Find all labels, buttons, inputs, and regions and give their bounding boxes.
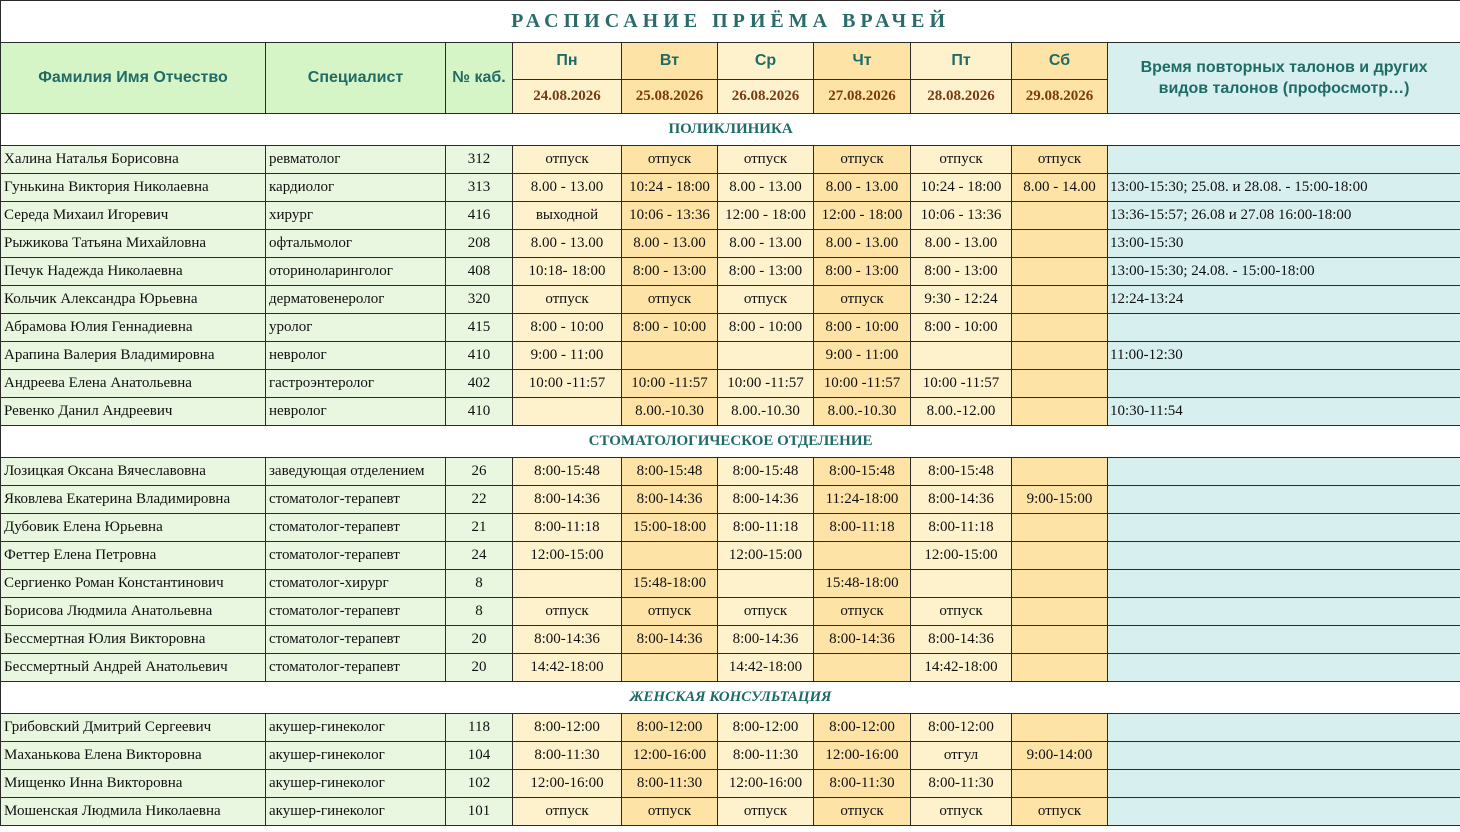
doctor-specialty: стоматолог-терапевт <box>266 626 446 654</box>
schedule-cell: 8.00 - 13.00 <box>622 230 718 258</box>
schedule-cell: отпуск <box>911 598 1012 626</box>
doctor-specialty: уролог <box>266 314 446 342</box>
schedule-cell: 8:00-15:48 <box>911 458 1012 486</box>
schedule-cell <box>1012 626 1108 654</box>
header-day-tue: Вт <box>622 43 718 80</box>
schedule-cell: 8:00-11:18 <box>513 514 622 542</box>
schedule-cell: 8:00-15:48 <box>622 458 718 486</box>
schedule-cell: отпуск <box>814 286 911 314</box>
schedule-cell: отпуск <box>911 798 1012 826</box>
schedule-cell: 10:00 -11:57 <box>513 370 622 398</box>
schedule-cell: 8:00-11:18 <box>814 514 911 542</box>
table-row <box>1 146 1460 174</box>
schedule-cell: 8:00-14:36 <box>513 626 622 654</box>
doctor-name: Абрамова Юлия Геннадиевна <box>1 314 266 342</box>
header-name: Фамилия Имя Отчество <box>1 43 266 114</box>
extra-tickets-cell <box>1108 714 1460 742</box>
room-number: 101 <box>446 798 513 826</box>
schedule-cell: 8.00.-10.30 <box>814 398 911 426</box>
header-date-sat: 29.08.2026 <box>1012 80 1108 114</box>
room-number: 102 <box>446 770 513 798</box>
schedule-cell: отпуск <box>622 798 718 826</box>
extra-tickets-cell: 13:00-15:30; 24.08. - 15:00-18:00 <box>1108 258 1460 286</box>
extra-tickets-cell <box>1108 146 1460 174</box>
schedule-cell <box>1012 458 1108 486</box>
doctor-specialty: офтальмолог <box>266 230 446 258</box>
schedule-cell: 10:24 - 18:00 <box>622 174 718 202</box>
room-number: 410 <box>446 398 513 426</box>
extra-tickets-cell <box>1108 370 1460 398</box>
schedule-cell <box>1012 258 1108 286</box>
extra-tickets-cell <box>1108 314 1460 342</box>
schedule-cell: отпуск <box>814 598 911 626</box>
table-row <box>1 458 1460 486</box>
schedule-cell: 12:00-15:00 <box>718 542 814 570</box>
room-number: 22 <box>446 486 513 514</box>
table-row <box>1 798 1460 826</box>
table-row <box>1 314 1460 342</box>
schedule-cell: 8:00 - 10:00 <box>911 314 1012 342</box>
doctor-specialty: оториноларинголог <box>266 258 446 286</box>
schedule-cell <box>622 342 718 370</box>
doctor-name: Рыжикова Татьяна Михайловна <box>1 230 266 258</box>
extra-tickets-cell <box>1108 654 1460 682</box>
doctor-name: Гунькина Виктория Николаевна <box>1 174 266 202</box>
extra-tickets-cell <box>1108 514 1460 542</box>
schedule-cell: 10:00 -11:57 <box>622 370 718 398</box>
extra-tickets-cell <box>1108 542 1460 570</box>
schedule-cell: отпуск <box>513 146 622 174</box>
schedule-cell: 8:00-14:36 <box>911 626 1012 654</box>
schedule-cell: 12:00-15:00 <box>911 542 1012 570</box>
table-row <box>1 598 1460 626</box>
room-number: 410 <box>446 342 513 370</box>
schedule-cell: 14:42-18:00 <box>513 654 622 682</box>
schedule-cell: 8.00.-12.00 <box>911 398 1012 426</box>
table-row <box>1 770 1460 798</box>
schedule-cell: отпуск <box>622 146 718 174</box>
schedule-cell: 8.00 - 13.00 <box>814 230 911 258</box>
section-header-row <box>1 682 1460 714</box>
schedule-cell: 8:00 - 13:00 <box>622 258 718 286</box>
extra-tickets-cell <box>1108 742 1460 770</box>
schedule-cell: 8:00-12:00 <box>718 714 814 742</box>
doctor-specialty: дерматовенеролог <box>266 286 446 314</box>
room-number: 416 <box>446 202 513 230</box>
schedule-cell: отпуск <box>718 286 814 314</box>
header-date-thu: 27.08.2026 <box>814 80 911 114</box>
schedule-cell: 11:24-18:00 <box>814 486 911 514</box>
doctor-name: Халина Наталья Борисовна <box>1 146 266 174</box>
schedule-cell: 8:00-11:18 <box>718 514 814 542</box>
extra-tickets-cell: 13:00-15:30; 25.08. и 28.08. - 15:00-18:00 <box>1108 174 1460 202</box>
schedule-cell <box>1012 514 1108 542</box>
table-row <box>1 742 1460 770</box>
schedule-cell <box>718 342 814 370</box>
header-extra-tickets: Время повторных талонов и других видов талонов (профосмотр…) <box>1108 43 1460 114</box>
room-number: 408 <box>446 258 513 286</box>
doctor-specialty: акушер-гинеколог <box>266 770 446 798</box>
doctor-name: Бессмертная Юлия Викторовна <box>1 626 266 654</box>
doctor-name: Маханькова Елена Викторовна <box>1 742 266 770</box>
schedule-cell <box>1012 654 1108 682</box>
doctor-name: Бессмертный Андрей Анатольевич <box>1 654 266 682</box>
schedule-cell: 8:00-15:48 <box>718 458 814 486</box>
table-row <box>1 258 1460 286</box>
doctor-name: Кольчик Александра Юрьевна <box>1 286 266 314</box>
header-day-sat: Сб <box>1012 43 1108 80</box>
schedule-cell <box>622 542 718 570</box>
doctor-specialty: стоматолог-терапевт <box>266 598 446 626</box>
schedule-cell: 10:06 - 13:36 <box>911 202 1012 230</box>
schedule-cell <box>1012 542 1108 570</box>
section-title: СТОМАТОЛОГИЧЕСКОЕ ОТДЕЛЕНИЕ <box>1 426 1460 458</box>
schedule-cell: 8:00-15:48 <box>814 458 911 486</box>
table-row <box>1 626 1460 654</box>
schedule-cell <box>1012 770 1108 798</box>
schedule-cell <box>814 654 911 682</box>
schedule-cell <box>911 342 1012 370</box>
room-number: 313 <box>446 174 513 202</box>
extra-tickets-cell: 11:00-12:30 <box>1108 342 1460 370</box>
schedule-cell: отпуск <box>622 598 718 626</box>
schedule-cell <box>1012 598 1108 626</box>
schedule-cell: 14:42-18:00 <box>911 654 1012 682</box>
room-number: 24 <box>446 542 513 570</box>
doctor-specialty: невролог <box>266 398 446 426</box>
page-title: РАСПИСАНИЕ ПРИЁМА ВРАЧЕЙ <box>1 1 1460 43</box>
doctor-specialty: заведующая отделением <box>266 458 446 486</box>
section-header-row <box>1 426 1460 458</box>
doctor-name: Дубовик Елена Юрьевна <box>1 514 266 542</box>
table-row <box>1 514 1460 542</box>
schedule-cell: 8.00.-10.30 <box>622 398 718 426</box>
room-number: 26 <box>446 458 513 486</box>
schedule-cell: 8.00 - 13.00 <box>718 230 814 258</box>
schedule-cell <box>1012 342 1108 370</box>
schedule-cell: отгул <box>911 742 1012 770</box>
schedule-cell: 8:00-14:36 <box>622 486 718 514</box>
schedule-cell: отпуск <box>718 598 814 626</box>
schedule-cell: 8:00-14:36 <box>718 486 814 514</box>
schedule-cell: 8.00 - 13.00 <box>513 174 622 202</box>
doctor-name: Ревенко Данил Андреевич <box>1 398 266 426</box>
schedule-cell: 8:00-12:00 <box>622 714 718 742</box>
schedule-cell <box>1012 714 1108 742</box>
schedule-cell: 9:00 - 11:00 <box>513 342 622 370</box>
extra-tickets-cell: 13:00-15:30 <box>1108 230 1460 258</box>
doctor-specialty: стоматолог-хирург <box>266 570 446 598</box>
room-number: 320 <box>446 286 513 314</box>
schedule-cell: 15:48-18:00 <box>814 570 911 598</box>
doctor-name: Лозицкая Оксана Вячеславовна <box>1 458 266 486</box>
schedule-cell: 12:00 - 18:00 <box>814 202 911 230</box>
doctor-name: Грибовский Дмитрий Сергеевич <box>1 714 266 742</box>
schedule-cell: 8:00-14:36 <box>814 626 911 654</box>
header-date-wed: 26.08.2026 <box>718 80 814 114</box>
schedule-cell: отпуск <box>513 286 622 314</box>
room-number: 20 <box>446 654 513 682</box>
schedule-cell: 12:00-16:00 <box>718 770 814 798</box>
schedule-cell: 9:00-15:00 <box>1012 486 1108 514</box>
schedule-cell: 15:48-18:00 <box>622 570 718 598</box>
schedule-cell: отпуск <box>911 146 1012 174</box>
doctor-name: Арапина Валерия Владимировна <box>1 342 266 370</box>
header-date-mon: 24.08.2026 <box>513 80 622 114</box>
schedule-cell: 10:06 - 13:36 <box>622 202 718 230</box>
doctor-name: Сергиенко Роман Константинович <box>1 570 266 598</box>
header-day-mon: Пн <box>513 43 622 80</box>
doctor-specialty: акушер-гинеколог <box>266 742 446 770</box>
room-number: 312 <box>446 146 513 174</box>
schedule-cell: отпуск <box>718 798 814 826</box>
extra-tickets-cell <box>1108 598 1460 626</box>
table-row <box>1 286 1460 314</box>
doctor-name: Борисова Людмила Анатольевна <box>1 598 266 626</box>
schedule-cell: 8:00-14:36 <box>718 626 814 654</box>
schedule-cell: 8:00 - 10:00 <box>814 314 911 342</box>
schedule-cell: 8:00-11:30 <box>718 742 814 770</box>
header-date-fri: 28.08.2026 <box>911 80 1012 114</box>
doctor-name: Мошенская Людмила Николаевна <box>1 798 266 826</box>
doctor-specialty: акушер-гинеколог <box>266 798 446 826</box>
schedule-cell <box>1012 314 1108 342</box>
schedule-cell: 8:00-14:36 <box>622 626 718 654</box>
schedule-cell: 8.00 - 13.00 <box>814 174 911 202</box>
schedule-cell: 8:00 - 13:00 <box>814 258 911 286</box>
schedule-cell <box>513 398 622 426</box>
schedule-cell: 8:00-11:30 <box>814 770 911 798</box>
extra-tickets-cell <box>1108 458 1460 486</box>
schedule-cell: 8:00 - 10:00 <box>513 314 622 342</box>
header-day-fri: Пт <box>911 43 1012 80</box>
room-number: 208 <box>446 230 513 258</box>
table-row <box>1 714 1460 742</box>
extra-tickets-cell: 12:24-13:24 <box>1108 286 1460 314</box>
schedule-cell: 8:00-12:00 <box>814 714 911 742</box>
extra-tickets-cell <box>1108 570 1460 598</box>
schedule-cell <box>1012 398 1108 426</box>
schedule-cell: 8:00-11:30 <box>513 742 622 770</box>
schedule-cell: 9:00 - 11:00 <box>814 342 911 370</box>
schedule-cell: 15:00-18:00 <box>622 514 718 542</box>
room-number: 20 <box>446 626 513 654</box>
schedule-cell: 8.00 - 14.00 <box>1012 174 1108 202</box>
schedule-cell: 12:00-16:00 <box>622 742 718 770</box>
schedule-cell: отпуск <box>622 286 718 314</box>
table-row <box>1 486 1460 514</box>
schedule-cell: отпуск <box>513 598 622 626</box>
schedule-cell: 12:00-16:00 <box>814 742 911 770</box>
schedule-cell: 12:00-15:00 <box>513 542 622 570</box>
schedule-cell: 10:00 -11:57 <box>911 370 1012 398</box>
schedule-cell: 8:00 - 10:00 <box>622 314 718 342</box>
doctor-name: Печук Надежда Николаевна <box>1 258 266 286</box>
schedule-cell: отпуск <box>814 146 911 174</box>
table-row <box>1 570 1460 598</box>
schedule-cell: 8:00 - 13:00 <box>911 258 1012 286</box>
schedule-cell: 14:42-18:00 <box>718 654 814 682</box>
table-row <box>1 230 1460 258</box>
schedule-cell: отпуск <box>718 146 814 174</box>
schedule-cell: 8.00 - 13.00 <box>718 174 814 202</box>
section-header-row <box>1 114 1460 146</box>
schedule-cell: 8:00 - 13:00 <box>718 258 814 286</box>
table-row <box>1 370 1460 398</box>
schedule-cell: 8:00-12:00 <box>911 714 1012 742</box>
schedule-cell <box>622 654 718 682</box>
room-number: 8 <box>446 570 513 598</box>
schedule-cell: 8:00-11:30 <box>911 770 1012 798</box>
doctor-specialty: акушер-гинеколог <box>266 714 446 742</box>
schedule-cell: 12:00-16:00 <box>513 770 622 798</box>
table-row <box>1 542 1460 570</box>
table-row <box>1 174 1460 202</box>
schedule-cell: 8.00.-10.30 <box>718 398 814 426</box>
schedule-cell: выходной <box>513 202 622 230</box>
doctor-name: Середа Михаил Игоревич <box>1 202 266 230</box>
schedule-cell <box>1012 202 1108 230</box>
header-day-wed: Ср <box>718 43 814 80</box>
schedule-cell: 8:00 - 10:00 <box>718 314 814 342</box>
schedule-cell <box>1012 370 1108 398</box>
doctor-specialty: хирург <box>266 202 446 230</box>
schedule-cell: отпуск <box>1012 146 1108 174</box>
doctor-specialty: кардиолог <box>266 174 446 202</box>
schedule-cell: 10:18- 18:00 <box>513 258 622 286</box>
schedule-cell: 9:00-14:00 <box>1012 742 1108 770</box>
doctor-name: Феттер Елена Петровна <box>1 542 266 570</box>
schedule-cell: 10:00 -11:57 <box>718 370 814 398</box>
room-number: 118 <box>446 714 513 742</box>
room-number: 402 <box>446 370 513 398</box>
schedule-cell: отпуск <box>1012 798 1108 826</box>
header-room: № каб. <box>446 43 513 114</box>
schedule-cell: 9:30 - 12:24 <box>911 286 1012 314</box>
doctor-name: Яковлева Екатерина Владимировна <box>1 486 266 514</box>
schedule-cell <box>911 570 1012 598</box>
doctor-specialty: стоматолог-терапевт <box>266 514 446 542</box>
schedule-cell: 8:00-11:30 <box>622 770 718 798</box>
extra-tickets-cell: 13:36-15:57; 26.08 и 27.08 16:00-18:00 <box>1108 202 1460 230</box>
header-specialist: Специалист <box>266 43 446 114</box>
room-number: 415 <box>446 314 513 342</box>
schedule-cell <box>1012 230 1108 258</box>
table-row <box>1 202 1460 230</box>
schedule-cell: 8.00 - 13.00 <box>513 230 622 258</box>
extra-tickets-cell <box>1108 486 1460 514</box>
schedule-cell <box>718 570 814 598</box>
extra-tickets-cell <box>1108 626 1460 654</box>
table-row <box>1 342 1460 370</box>
doctor-specialty: гастроэнтеролог <box>266 370 446 398</box>
schedule-cell: 8:00-14:36 <box>513 486 622 514</box>
schedule-cell <box>814 542 911 570</box>
header-date-tue: 25.08.2026 <box>622 80 718 114</box>
room-number: 104 <box>446 742 513 770</box>
header-day-thu: Чт <box>814 43 911 80</box>
schedule-cell: 8:00-14:36 <box>911 486 1012 514</box>
schedule-cell <box>513 570 622 598</box>
section-title: ПОЛИКЛИНИКА <box>1 114 1460 146</box>
doctor-specialty: невролог <box>266 342 446 370</box>
schedule-cell <box>1012 570 1108 598</box>
doctor-specialty: стоматолог-терапевт <box>266 654 446 682</box>
room-number: 21 <box>446 514 513 542</box>
doctor-name: Мищенко Инна Викторовна <box>1 770 266 798</box>
doctor-specialty: стоматолог-терапевт <box>266 486 446 514</box>
schedule-cell: 8:00-15:48 <box>513 458 622 486</box>
table-row <box>1 398 1460 426</box>
section-title: ЖЕНСКАЯ КОНСУЛЬТАЦИЯ <box>1 682 1460 714</box>
schedule-cell: 8.00 - 13.00 <box>911 230 1012 258</box>
schedule-cell: 8:00-12:00 <box>513 714 622 742</box>
extra-tickets-cell <box>1108 770 1460 798</box>
schedule-cell: отпуск <box>814 798 911 826</box>
extra-tickets-cell <box>1108 798 1460 826</box>
schedule-cell: отпуск <box>513 798 622 826</box>
schedule-cell: 8:00-11:18 <box>911 514 1012 542</box>
doctor-name: Андреева Елена Анатольевна <box>1 370 266 398</box>
schedule-cell: 10:00 -11:57 <box>814 370 911 398</box>
schedule-cell <box>1012 286 1108 314</box>
extra-tickets-cell: 10:30-11:54 <box>1108 398 1460 426</box>
doctor-specialty: ревматолог <box>266 146 446 174</box>
room-number: 8 <box>446 598 513 626</box>
table-row <box>1 654 1460 682</box>
schedule-cell: 12:00 - 18:00 <box>718 202 814 230</box>
schedule-cell: 10:24 - 18:00 <box>911 174 1012 202</box>
doctor-specialty: стоматолог-терапевт <box>266 542 446 570</box>
